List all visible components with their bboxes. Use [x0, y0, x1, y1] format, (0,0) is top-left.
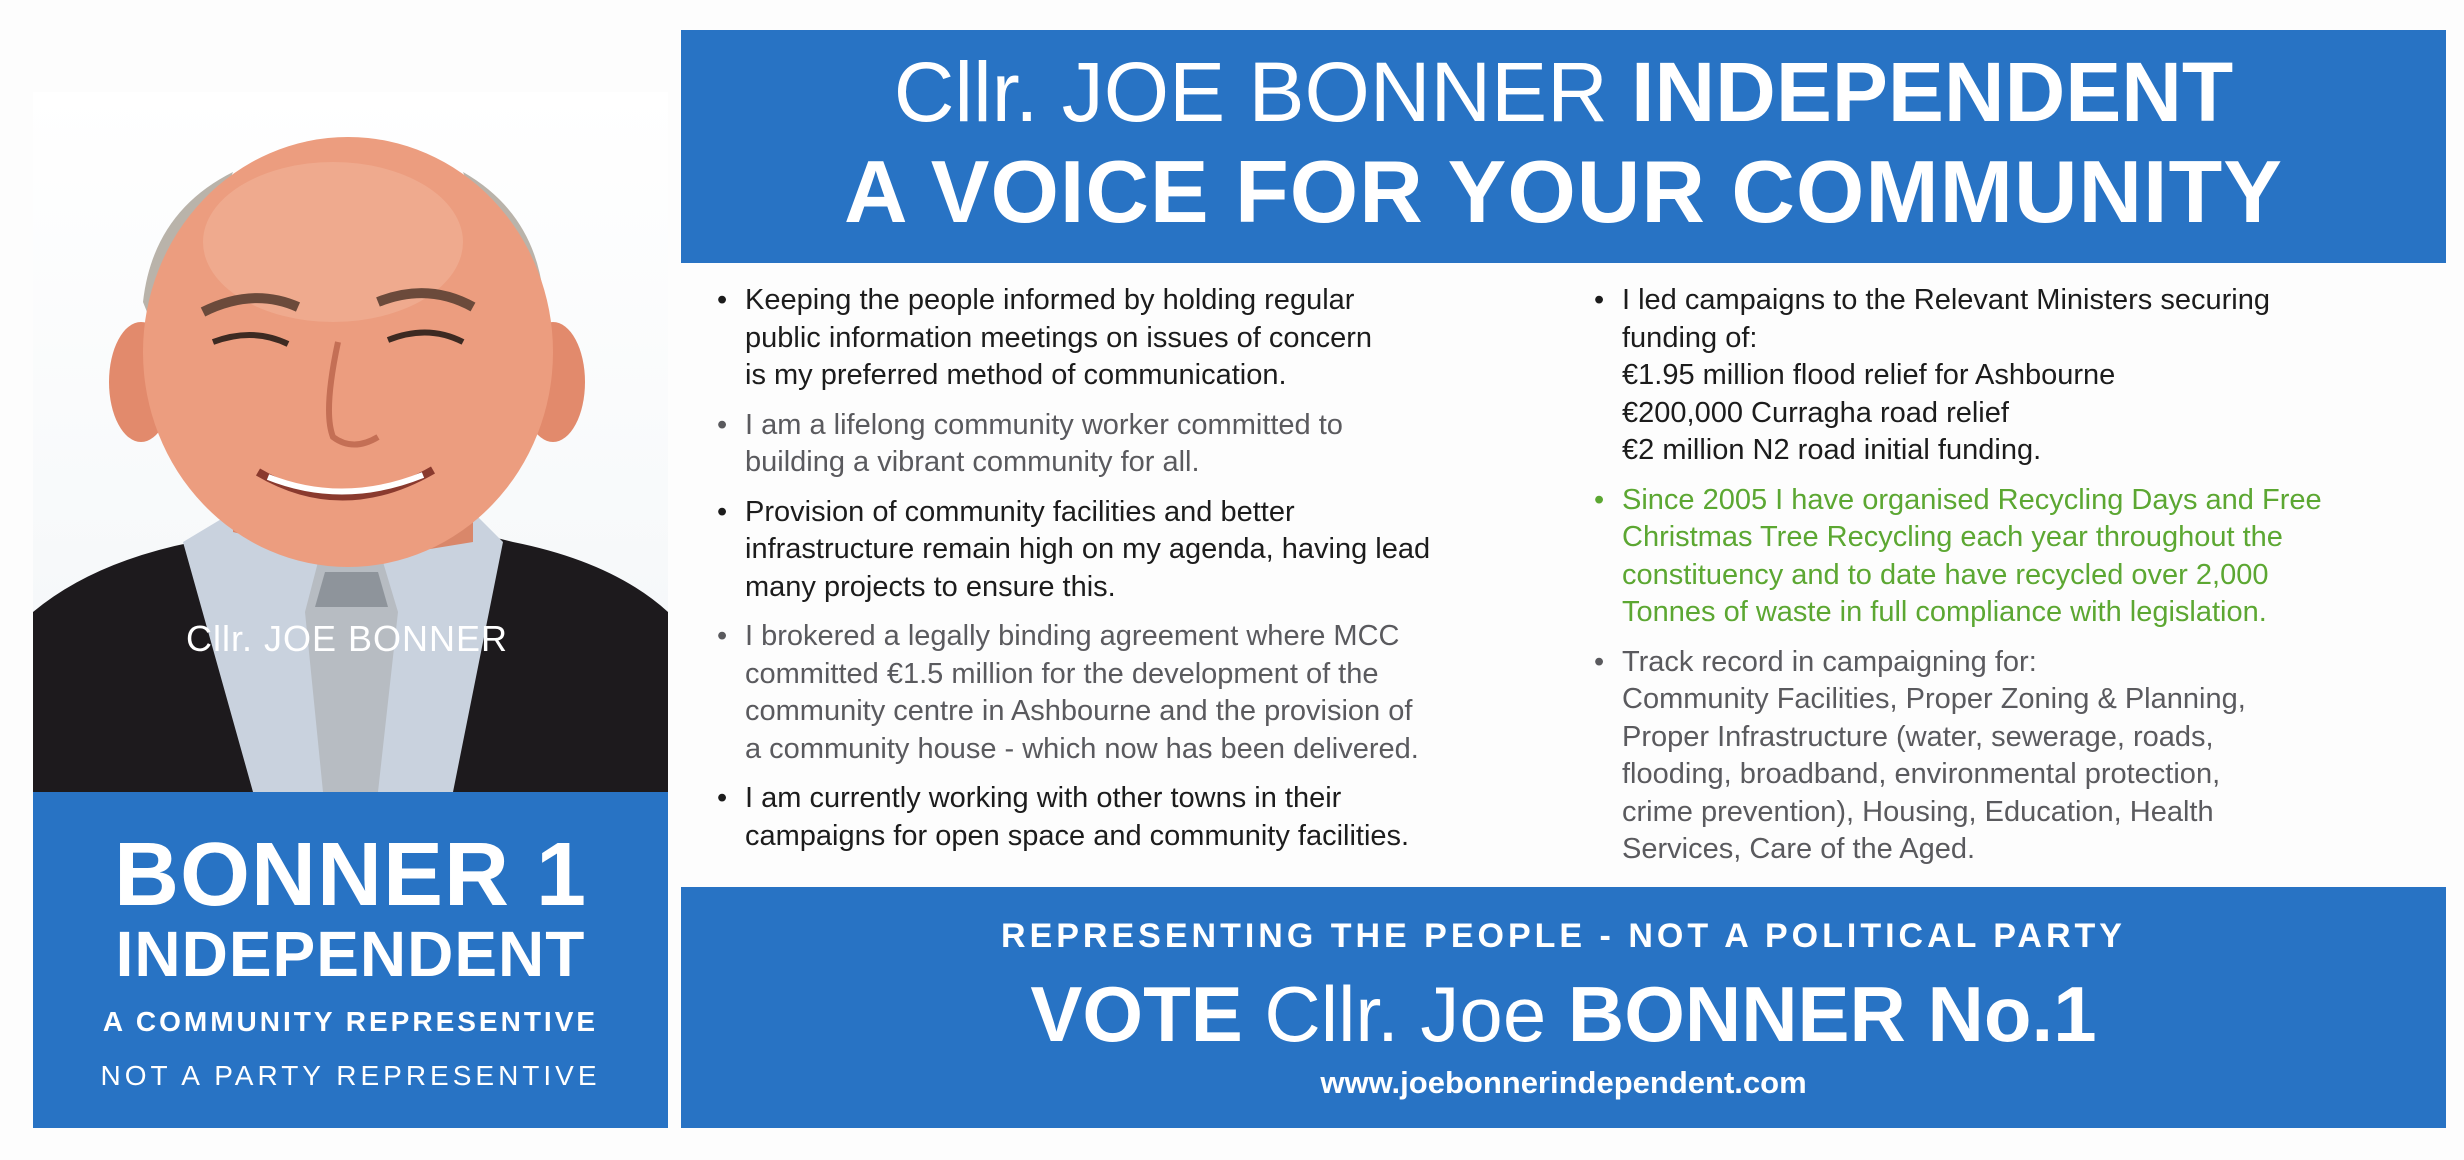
bullet-line: €2 million N2 road initial funding. [1622, 434, 2042, 466]
vote-word: VOTE [1030, 970, 1243, 1058]
bullet-line: Services, Care of the Aged. [1622, 833, 1976, 865]
bullet-column-left [715, 282, 1585, 867]
bullet-line: infrastructure remain high on my agenda, having lead [745, 533, 1431, 565]
bullet-item [715, 407, 1585, 482]
bullet-item [1592, 482, 2452, 632]
bullet-line: funding of: [1622, 321, 1758, 354]
bullet-line: constituency and to date have recycled over 2,000 [1622, 558, 2269, 591]
bullet-line: a community house - which now has been delivered. [745, 732, 1419, 765]
bullet-line: €1.95 million flood relief for Ashbourne [1622, 359, 2116, 391]
photo-caption: Cllr. JOE BONNER [185, 618, 509, 659]
bullet-item [715, 494, 1585, 607]
bullet-line: many projects to ensure this. [745, 570, 1116, 603]
bullet-line: public information meetings on issues of concern [745, 321, 1373, 354]
bullet-column-right [1592, 282, 2452, 881]
footer-banner [681, 887, 2446, 1128]
bullet-line: • Since 2005 I have organised Recycling Days and Free [1622, 483, 2322, 516]
bullet-line: • I am a lifelong community worker committed to [745, 408, 1343, 441]
bullet-line: crime prevention), Housing, Education, Health [1622, 795, 2214, 828]
header-title [681, 45, 2446, 139]
independent-label: INDEPENDENT [115, 918, 586, 990]
bullet-line: community centre in Ashbourne and the provision of [745, 695, 1413, 727]
bullet-line: • I brokered a legally binding agreement where MCC [745, 620, 1400, 652]
candidate-portrait-illustration [33, 92, 668, 792]
bullet-line: is my preferred method of communication. [745, 359, 1287, 391]
bullet-line: • I am currently working with other towns in their [745, 782, 1342, 814]
bullet-line: Community Facilities, Proper Zoning & Planning, [1622, 683, 2246, 715]
bullet-line: Proper Infrastructure (water, sewerage, roads, [1622, 720, 2214, 753]
bullet-line: campaigns for open space and community facilities. [745, 819, 1410, 852]
header-subtitle: A VOICE FOR YOUR COMMUNITY [844, 142, 2283, 241]
left-slogan-panel [33, 792, 668, 1128]
bullet-line: • Provision of community facilities and better [745, 495, 1295, 528]
bullet-line: • Track record in campaigning for: [1622, 645, 2037, 678]
vote-name: Cllr. Joe [1242, 970, 1568, 1058]
bullet-line: • I led campaigns to the Relevant Ministers securing [1622, 284, 2270, 316]
candidate-photo [33, 92, 668, 792]
vote-slogan [681, 970, 2446, 1058]
not-party-representive-label: NOT A PARTY REPRESENTIVE [100, 1060, 601, 1091]
bullet-line: €200,000 Curragha road relief [1622, 396, 2009, 429]
website-url: www.joebonnerindependent.com [1320, 1065, 1807, 1100]
bullet-line: committed €1.5 million for the development of the [745, 657, 1379, 690]
header-title-bold: INDEPENDENT [1631, 45, 2234, 139]
bullet-item [1592, 282, 2452, 470]
bullet-line: Tonnes of waste in full compliance with legislation. [1622, 596, 2267, 628]
header-banner [681, 30, 2446, 263]
bullet-item [715, 780, 1585, 855]
ballot-slogan: BONNER 1 [113, 825, 588, 925]
header-title-regular: Cllr. JOE BONNER [893, 45, 1632, 139]
bullet-line: Christmas Tree Recycling each year throughout the [1622, 521, 2283, 553]
bullet-item [1592, 644, 2452, 869]
bullet-line: flooding, broadband, environmental protection, [1622, 758, 2221, 790]
footer-tagline: REPRESENTING THE PEOPLE - NOT A POLITICAL PARTY [1001, 917, 2126, 955]
bullet-item [715, 618, 1585, 768]
bullet-line: • Keeping the people informed by holding regular [745, 284, 1355, 316]
bullet-item [715, 282, 1585, 395]
vote-bonner-no1: BONNER No.1 [1567, 970, 2097, 1058]
bullet-line: building a vibrant community for all. [745, 446, 1200, 478]
community-representive-label: A COMMUNITY REPRESENTIVE [102, 1006, 599, 1037]
